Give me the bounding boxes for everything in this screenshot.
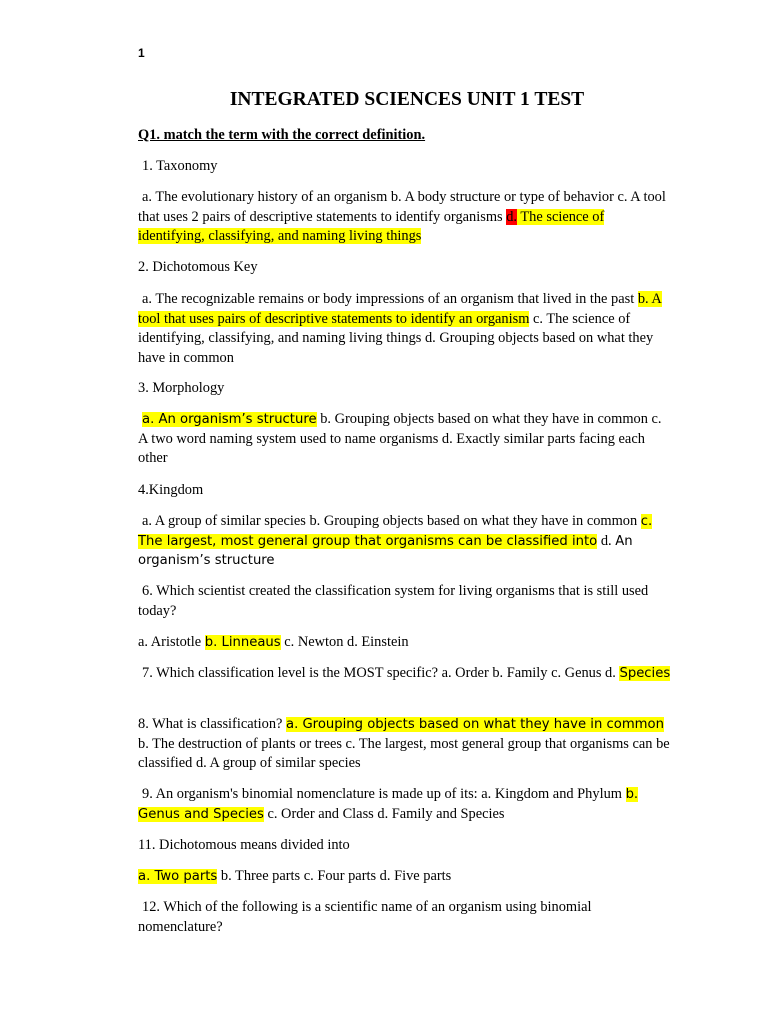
question-9-option-text: c. Order and Class d. Family and Species <box>263 805 505 822</box>
question-7 <box>138 664 672 684</box>
item-4-option-text-2: d. <box>597 532 616 549</box>
highlighted-answer: c. The largest, most general group that organisms can be classified into <box>138 514 653 549</box>
item-2-label: 2. Dichotomous Key <box>138 259 258 275</box>
question-8 <box>138 715 672 774</box>
page-title: INTEGRATED SCIENCES UNIT 1 TEST <box>229 89 585 110</box>
question-8-option-text: b. The destruction of plants or trees c. The largest, most general group that organisms can be classified d. A group of similar species <box>138 735 670 772</box>
question-8-text: 8. What is classification? <box>138 716 286 732</box>
highlighted-answer: a. An organism’s structure <box>142 412 317 427</box>
highlighted-answer: a. Two parts <box>138 869 218 884</box>
item-2-option-text-2: c. The science of identifying, classifying, and naming living things d. Grouping objects based on what they have in common <box>138 310 654 366</box>
question-6-option-text-2: c. Newton d. Einstein <box>280 634 409 650</box>
highlighted-answer: b. A tool that uses pairs of descriptive statements to identify an organism <box>138 291 662 327</box>
item-4-option-text: a. A group of similar species b. Grouping objects based on what they have in common <box>142 513 641 529</box>
red-marker: d. <box>506 208 518 225</box>
highlighted-answer: b. Linneaus <box>204 635 281 650</box>
item-1-option-text: a. The evolutionary history of an organism b. A body structure or type of behavior c. A tool that uses 2 pairs of descriptive statements to identify organisms <box>138 189 666 225</box>
item-1-options <box>138 188 672 247</box>
highlighted-answer: a. Grouping objects based on what they have in common <box>286 717 664 732</box>
item-4-options <box>138 512 672 571</box>
question-9 <box>138 785 672 824</box>
question-9-text: 9. An organism's binomial nomenclature is made up of its: a. Kingdom and Phylum <box>142 786 626 802</box>
question-6: 6. Which scientist created the classification system for living organisms that is still used today? <box>138 583 649 619</box>
item-4-option-text-3: An organism’s structure <box>138 533 633 569</box>
item-4-label: 4.Kingdom <box>138 482 204 498</box>
item-1-label: 1. Taxonomy <box>142 158 218 174</box>
highlighted-answer: Species <box>619 666 671 681</box>
item-3-options <box>138 410 672 469</box>
question-11-option-text: b. Three parts c. Four parts d. Five parts <box>217 868 452 884</box>
question-12: 12. Which of the following is a scientific name of an organism using binomial nomenclature? <box>138 899 592 935</box>
page-number: 1 <box>138 46 145 60</box>
item-2-options <box>138 290 672 368</box>
highlighted-answer: b. Genus and Species <box>138 787 639 822</box>
question-6-options <box>138 633 672 653</box>
question-11-options <box>138 867 672 887</box>
question-7-text: 7. Which classification level is the MOST specific? a. Order b. Family c. Genus d. <box>142 665 620 681</box>
question-6-option-text: a. Aristotle <box>138 634 205 650</box>
highlighted-answer: The science of identifying, classifying, and naming living things <box>138 208 605 245</box>
item-3-option-text: b. Grouping objects based on what they have in common c. A two word naming system used to name organisms d. Exactly similar parts facing each other <box>138 411 662 467</box>
item-3-label: 3. Morphology <box>138 380 225 396</box>
q1-heading: Q1. match the term with the correct definition. <box>138 127 426 143</box>
question-11: 11. Dichotomous means divided into <box>138 837 350 853</box>
item-2-option-text: a. The recognizable remains or body impressions of an organism that lived in the past <box>142 291 638 307</box>
